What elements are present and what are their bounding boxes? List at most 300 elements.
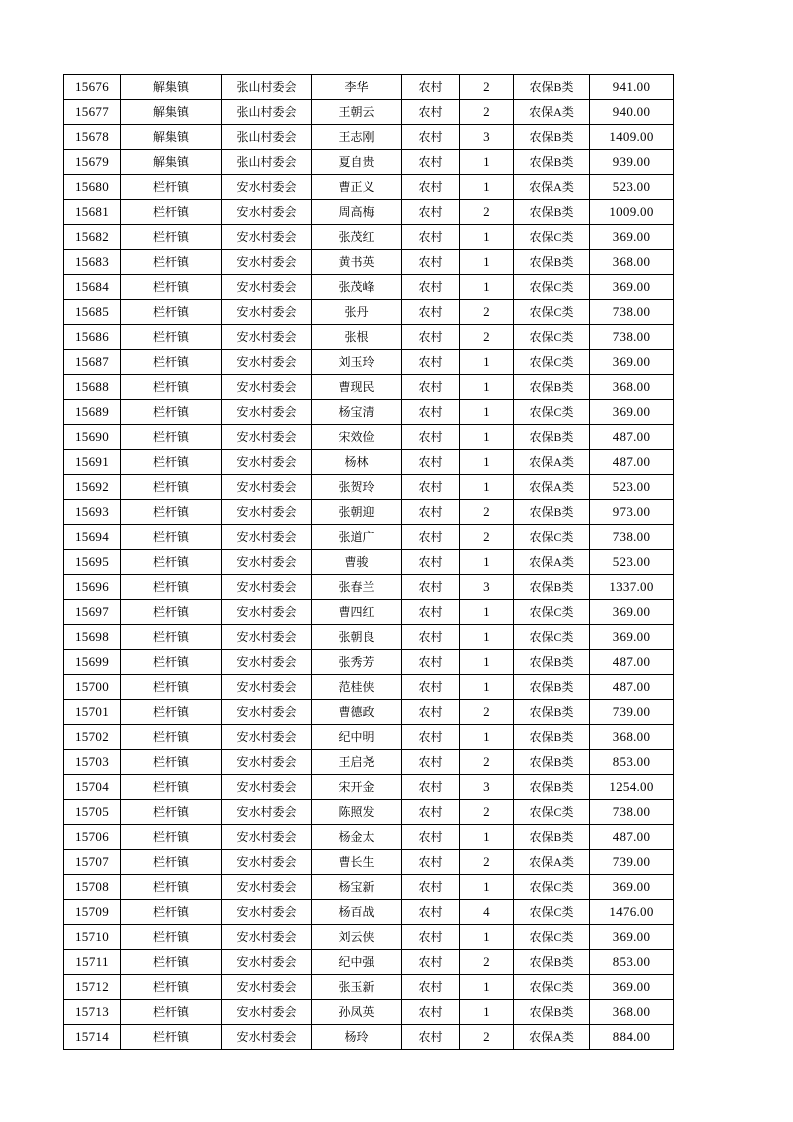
- cell-insurance-category: 农保B类: [514, 200, 590, 225]
- cell-person-name: 杨金太: [312, 825, 402, 850]
- cell-residence-type: 农村: [402, 175, 460, 200]
- cell-person-name: 周高梅: [312, 200, 402, 225]
- cell-town: 栏杆镇: [121, 550, 222, 575]
- table-row: [64, 800, 674, 825]
- cell-insurance-category: 农保B类: [514, 675, 590, 700]
- cell-insurance-category: 农保C类: [514, 275, 590, 300]
- cell-town: 栏杆镇: [121, 350, 222, 375]
- cell-residence-type: 农村: [402, 825, 460, 850]
- cell-village-committee: 张山村委会: [222, 125, 312, 150]
- cell-person-count: 1: [460, 975, 514, 1000]
- cell-town: 栏杆镇: [121, 650, 222, 675]
- cell-person-name: 王启尧: [312, 750, 402, 775]
- cell-amount: 1337.00: [590, 575, 674, 600]
- cell-person-name: 孙凤英: [312, 1000, 402, 1025]
- cell-serial-number: 15688: [64, 375, 121, 400]
- cell-village-committee: 安水村委会: [222, 1000, 312, 1025]
- cell-town: 栏杆镇: [121, 975, 222, 1000]
- cell-person-count: 1: [460, 600, 514, 625]
- cell-serial-number: 15700: [64, 675, 121, 700]
- table-row: [64, 1025, 674, 1050]
- cell-village-committee: 安水村委会: [222, 1025, 312, 1050]
- cell-town: 栏杆镇: [121, 1025, 222, 1050]
- cell-town: 栏杆镇: [121, 700, 222, 725]
- cell-village-committee: 安水村委会: [222, 525, 312, 550]
- cell-residence-type: 农村: [402, 275, 460, 300]
- cell-town: 栏杆镇: [121, 425, 222, 450]
- table-row: [64, 975, 674, 1000]
- cell-residence-type: 农村: [402, 725, 460, 750]
- cell-village-committee: 张山村委会: [222, 75, 312, 100]
- cell-insurance-category: 农保B类: [514, 75, 590, 100]
- table-body: [64, 75, 674, 1050]
- cell-insurance-category: 农保A类: [514, 850, 590, 875]
- cell-amount: 738.00: [590, 325, 674, 350]
- cell-town: 栏杆镇: [121, 850, 222, 875]
- cell-amount: 487.00: [590, 450, 674, 475]
- cell-insurance-category: 农保B类: [514, 1000, 590, 1025]
- cell-residence-type: 农村: [402, 250, 460, 275]
- cell-village-committee: 安水村委会: [222, 725, 312, 750]
- cell-person-name: 曹正义: [312, 175, 402, 200]
- cell-person-name: 夏自贵: [312, 150, 402, 175]
- cell-village-committee: 安水村委会: [222, 675, 312, 700]
- cell-amount: 739.00: [590, 850, 674, 875]
- cell-person-name: 范桂侠: [312, 675, 402, 700]
- table-row: [64, 550, 674, 575]
- cell-amount: 973.00: [590, 500, 674, 525]
- cell-serial-number: 15693: [64, 500, 121, 525]
- cell-person-count: 3: [460, 125, 514, 150]
- cell-insurance-category: 农保C类: [514, 225, 590, 250]
- cell-amount: 369.00: [590, 400, 674, 425]
- cell-serial-number: 15680: [64, 175, 121, 200]
- cell-person-count: 1: [460, 375, 514, 400]
- cell-person-count: 1: [460, 925, 514, 950]
- cell-person-count: 2: [460, 800, 514, 825]
- cell-village-committee: 安水村委会: [222, 900, 312, 925]
- cell-residence-type: 农村: [402, 150, 460, 175]
- cell-village-committee: 安水村委会: [222, 325, 312, 350]
- cell-residence-type: 农村: [402, 300, 460, 325]
- cell-person-name: 宋效俭: [312, 425, 402, 450]
- cell-amount: 487.00: [590, 425, 674, 450]
- cell-person-count: 2: [460, 850, 514, 875]
- cell-person-name: 陈照发: [312, 800, 402, 825]
- cell-insurance-category: 农保B类: [514, 250, 590, 275]
- cell-insurance-category: 农保B类: [514, 825, 590, 850]
- cell-serial-number: 15678: [64, 125, 121, 150]
- cell-person-name: 曹德政: [312, 700, 402, 725]
- cell-person-count: 2: [460, 525, 514, 550]
- cell-person-count: 1: [460, 825, 514, 850]
- table-row: [64, 775, 674, 800]
- cell-serial-number: 15701: [64, 700, 121, 725]
- table-row: [64, 375, 674, 400]
- table-row: [64, 950, 674, 975]
- table-row: [64, 825, 674, 850]
- cell-person-count: 1: [460, 450, 514, 475]
- cell-person-name: 刘玉玲: [312, 350, 402, 375]
- cell-person-name: 张秀芳: [312, 650, 402, 675]
- cell-town: 栏杆镇: [121, 875, 222, 900]
- cell-insurance-category: 农保A类: [514, 1025, 590, 1050]
- cell-village-committee: 安水村委会: [222, 800, 312, 825]
- table-row: [64, 325, 674, 350]
- table-row: [64, 725, 674, 750]
- cell-insurance-category: 农保B类: [514, 650, 590, 675]
- cell-residence-type: 农村: [402, 850, 460, 875]
- cell-town: 栏杆镇: [121, 450, 222, 475]
- table-row: [64, 475, 674, 500]
- cell-person-name: 杨宝新: [312, 875, 402, 900]
- cell-insurance-category: 农保B类: [514, 750, 590, 775]
- cell-town: 解集镇: [121, 150, 222, 175]
- cell-village-committee: 安水村委会: [222, 625, 312, 650]
- cell-person-name: 曹骏: [312, 550, 402, 575]
- cell-village-committee: 安水村委会: [222, 950, 312, 975]
- cell-person-count: 1: [460, 175, 514, 200]
- cell-person-name: 李华: [312, 75, 402, 100]
- cell-person-count: 2: [460, 75, 514, 100]
- cell-residence-type: 农村: [402, 200, 460, 225]
- cell-insurance-category: 农保A类: [514, 550, 590, 575]
- cell-amount: 738.00: [590, 300, 674, 325]
- cell-residence-type: 农村: [402, 500, 460, 525]
- cell-insurance-category: 农保B类: [514, 700, 590, 725]
- cell-residence-type: 农村: [402, 550, 460, 575]
- cell-village-committee: 安水村委会: [222, 250, 312, 275]
- cell-residence-type: 农村: [402, 75, 460, 100]
- table-row: [64, 75, 674, 100]
- cell-residence-type: 农村: [402, 700, 460, 725]
- cell-serial-number: 15710: [64, 925, 121, 950]
- cell-person-count: 1: [460, 650, 514, 675]
- cell-person-name: 张根: [312, 325, 402, 350]
- cell-insurance-category: 农保B类: [514, 575, 590, 600]
- cell-person-count: 2: [460, 500, 514, 525]
- cell-village-committee: 安水村委会: [222, 875, 312, 900]
- cell-serial-number: 15677: [64, 100, 121, 125]
- cell-serial-number: 15707: [64, 850, 121, 875]
- cell-residence-type: 农村: [402, 1000, 460, 1025]
- cell-serial-number: 15702: [64, 725, 121, 750]
- cell-insurance-category: 农保B类: [514, 425, 590, 450]
- cell-insurance-category: 农保A类: [514, 175, 590, 200]
- cell-insurance-category: 农保C类: [514, 300, 590, 325]
- cell-residence-type: 农村: [402, 225, 460, 250]
- cell-village-committee: 安水村委会: [222, 550, 312, 575]
- cell-serial-number: 15689: [64, 400, 121, 425]
- table-row: [64, 450, 674, 475]
- cell-residence-type: 农村: [402, 425, 460, 450]
- cell-village-committee: 安水村委会: [222, 425, 312, 450]
- cell-person-name: 宋开金: [312, 775, 402, 800]
- cell-residence-type: 农村: [402, 375, 460, 400]
- cell-person-count: 2: [460, 750, 514, 775]
- cell-amount: 369.00: [590, 275, 674, 300]
- cell-person-count: 3: [460, 575, 514, 600]
- cell-person-count: 2: [460, 950, 514, 975]
- table-row: [64, 250, 674, 275]
- cell-insurance-category: 农保A类: [514, 100, 590, 125]
- table-row: [64, 300, 674, 325]
- cell-amount: 1409.00: [590, 125, 674, 150]
- cell-person-name: 曹长生: [312, 850, 402, 875]
- cell-person-count: 1: [460, 350, 514, 375]
- cell-person-name: 张道广: [312, 525, 402, 550]
- cell-amount: 487.00: [590, 825, 674, 850]
- cell-person-count: 1: [460, 725, 514, 750]
- cell-serial-number: 15691: [64, 450, 121, 475]
- cell-town: 栏杆镇: [121, 275, 222, 300]
- cell-town: 栏杆镇: [121, 1000, 222, 1025]
- cell-serial-number: 15676: [64, 75, 121, 100]
- cell-person-name: 曹现民: [312, 375, 402, 400]
- cell-insurance-category: 农保C类: [514, 625, 590, 650]
- cell-person-name: 张茂峰: [312, 275, 402, 300]
- cell-village-committee: 安水村委会: [222, 400, 312, 425]
- cell-amount: 1476.00: [590, 900, 674, 925]
- cell-amount: 487.00: [590, 675, 674, 700]
- cell-person-count: 1: [460, 1000, 514, 1025]
- cell-town: 栏杆镇: [121, 175, 222, 200]
- cell-village-committee: 安水村委会: [222, 225, 312, 250]
- cell-serial-number: 15698: [64, 625, 121, 650]
- cell-person-name: 纪中强: [312, 950, 402, 975]
- table-row: [64, 1000, 674, 1025]
- cell-amount: 884.00: [590, 1025, 674, 1050]
- cell-amount: 369.00: [590, 925, 674, 950]
- cell-residence-type: 农村: [402, 350, 460, 375]
- cell-residence-type: 农村: [402, 975, 460, 1000]
- table-row: [64, 925, 674, 950]
- cell-insurance-category: 农保B类: [514, 125, 590, 150]
- cell-person-count: 1: [460, 625, 514, 650]
- cell-amount: 369.00: [590, 975, 674, 1000]
- cell-village-committee: 安水村委会: [222, 975, 312, 1000]
- cell-serial-number: 15679: [64, 150, 121, 175]
- cell-town: 栏杆镇: [121, 775, 222, 800]
- table-row: [64, 575, 674, 600]
- cell-serial-number: 15695: [64, 550, 121, 575]
- cell-person-count: 1: [460, 225, 514, 250]
- cell-person-name: 张贺玲: [312, 475, 402, 500]
- cell-insurance-category: 农保B类: [514, 950, 590, 975]
- cell-amount: 523.00: [590, 550, 674, 575]
- cell-town: 栏杆镇: [121, 200, 222, 225]
- cell-residence-type: 农村: [402, 525, 460, 550]
- cell-town: 栏杆镇: [121, 600, 222, 625]
- cell-serial-number: 15685: [64, 300, 121, 325]
- cell-person-count: 1: [460, 150, 514, 175]
- table-row: [64, 400, 674, 425]
- cell-village-committee: 安水村委会: [222, 500, 312, 525]
- cell-town: 解集镇: [121, 75, 222, 100]
- cell-person-name: 杨宝清: [312, 400, 402, 425]
- cell-amount: 853.00: [590, 950, 674, 975]
- cell-serial-number: 15708: [64, 875, 121, 900]
- cell-town: 栏杆镇: [121, 575, 222, 600]
- cell-amount: 739.00: [590, 700, 674, 725]
- cell-residence-type: 农村: [402, 1025, 460, 1050]
- cell-town: 栏杆镇: [121, 675, 222, 700]
- cell-serial-number: 15697: [64, 600, 121, 625]
- cell-insurance-category: 农保C类: [514, 600, 590, 625]
- cell-insurance-category: 农保B类: [514, 150, 590, 175]
- cell-residence-type: 农村: [402, 625, 460, 650]
- cell-serial-number: 15705: [64, 800, 121, 825]
- cell-village-committee: 安水村委会: [222, 775, 312, 800]
- cell-person-name: 黄书英: [312, 250, 402, 275]
- cell-amount: 939.00: [590, 150, 674, 175]
- cell-serial-number: 15683: [64, 250, 121, 275]
- table-row: [64, 900, 674, 925]
- table-row: [64, 225, 674, 250]
- table-row: [64, 875, 674, 900]
- cell-town: 栏杆镇: [121, 250, 222, 275]
- cell-town: 解集镇: [121, 100, 222, 125]
- cell-residence-type: 农村: [402, 400, 460, 425]
- cell-serial-number: 15694: [64, 525, 121, 550]
- cell-village-committee: 安水村委会: [222, 175, 312, 200]
- cell-town: 栏杆镇: [121, 750, 222, 775]
- cell-residence-type: 农村: [402, 650, 460, 675]
- cell-town: 栏杆镇: [121, 325, 222, 350]
- cell-town: 栏杆镇: [121, 800, 222, 825]
- cell-person-count: 2: [460, 1025, 514, 1050]
- table-row: [64, 625, 674, 650]
- cell-amount: 368.00: [590, 250, 674, 275]
- cell-insurance-category: 农保C类: [514, 800, 590, 825]
- cell-village-committee: 安水村委会: [222, 925, 312, 950]
- cell-village-committee: 安水村委会: [222, 450, 312, 475]
- cell-village-committee: 安水村委会: [222, 275, 312, 300]
- cell-person-name: 曹四红: [312, 600, 402, 625]
- cell-person-count: 1: [460, 475, 514, 500]
- cell-insurance-category: 农保C类: [514, 400, 590, 425]
- cell-village-committee: 张山村委会: [222, 100, 312, 125]
- cell-town: 栏杆镇: [121, 925, 222, 950]
- table-row: [64, 525, 674, 550]
- cell-town: 栏杆镇: [121, 525, 222, 550]
- cell-person-count: 2: [460, 700, 514, 725]
- cell-person-name: 张朝良: [312, 625, 402, 650]
- cell-residence-type: 农村: [402, 575, 460, 600]
- cell-amount: 738.00: [590, 800, 674, 825]
- cell-village-committee: 张山村委会: [222, 150, 312, 175]
- cell-residence-type: 农村: [402, 600, 460, 625]
- cell-insurance-category: 农保A类: [514, 475, 590, 500]
- cell-town: 栏杆镇: [121, 725, 222, 750]
- cell-residence-type: 农村: [402, 475, 460, 500]
- cell-amount: 369.00: [590, 625, 674, 650]
- cell-serial-number: 15711: [64, 950, 121, 975]
- cell-insurance-category: 农保C类: [514, 325, 590, 350]
- cell-residence-type: 农村: [402, 875, 460, 900]
- table-row: [64, 150, 674, 175]
- cell-village-committee: 安水村委会: [222, 300, 312, 325]
- cell-village-committee: 安水村委会: [222, 825, 312, 850]
- cell-residence-type: 农村: [402, 675, 460, 700]
- cell-residence-type: 农村: [402, 900, 460, 925]
- cell-person-count: 1: [460, 550, 514, 575]
- cell-insurance-category: 农保C类: [514, 925, 590, 950]
- cell-village-committee: 安水村委会: [222, 600, 312, 625]
- table-row: [64, 700, 674, 725]
- cell-residence-type: 农村: [402, 125, 460, 150]
- table-row: [64, 100, 674, 125]
- cell-serial-number: 15687: [64, 350, 121, 375]
- table-row: [64, 600, 674, 625]
- cell-serial-number: 15696: [64, 575, 121, 600]
- cell-village-committee: 安水村委会: [222, 700, 312, 725]
- table-row: [64, 850, 674, 875]
- cell-amount: 853.00: [590, 750, 674, 775]
- table-row: [64, 650, 674, 675]
- cell-residence-type: 农村: [402, 775, 460, 800]
- cell-insurance-category: 农保B类: [514, 375, 590, 400]
- table-row: [64, 675, 674, 700]
- cell-serial-number: 15690: [64, 425, 121, 450]
- cell-insurance-category: 农保C类: [514, 525, 590, 550]
- cell-residence-type: 农村: [402, 450, 460, 475]
- cell-town: 栏杆镇: [121, 475, 222, 500]
- cell-person-name: 杨林: [312, 450, 402, 475]
- cell-person-name: 张丹: [312, 300, 402, 325]
- cell-residence-type: 农村: [402, 950, 460, 975]
- cell-village-committee: 安水村委会: [222, 850, 312, 875]
- cell-insurance-category: 农保B类: [514, 500, 590, 525]
- cell-serial-number: 15712: [64, 975, 121, 1000]
- cell-serial-number: 15703: [64, 750, 121, 775]
- cell-serial-number: 15713: [64, 1000, 121, 1025]
- cell-town: 解集镇: [121, 125, 222, 150]
- cell-insurance-category: 农保C类: [514, 350, 590, 375]
- cell-residence-type: 农村: [402, 750, 460, 775]
- table-row: [64, 275, 674, 300]
- cell-amount: 368.00: [590, 375, 674, 400]
- cell-village-committee: 安水村委会: [222, 475, 312, 500]
- cell-person-name: 王志刚: [312, 125, 402, 150]
- cell-residence-type: 农村: [402, 325, 460, 350]
- cell-village-committee: 安水村委会: [222, 575, 312, 600]
- cell-insurance-category: 农保C类: [514, 900, 590, 925]
- cell-village-committee: 安水村委会: [222, 350, 312, 375]
- cell-residence-type: 农村: [402, 925, 460, 950]
- cell-amount: 369.00: [590, 225, 674, 250]
- cell-serial-number: 15681: [64, 200, 121, 225]
- cell-village-committee: 安水村委会: [222, 200, 312, 225]
- cell-amount: 369.00: [590, 600, 674, 625]
- cell-amount: 941.00: [590, 75, 674, 100]
- cell-amount: 368.00: [590, 1000, 674, 1025]
- cell-residence-type: 农村: [402, 100, 460, 125]
- table-row: [64, 750, 674, 775]
- cell-person-name: 杨百战: [312, 900, 402, 925]
- cell-person-name: 张朝迎: [312, 500, 402, 525]
- cell-amount: 368.00: [590, 725, 674, 750]
- cell-person-count: 1: [460, 675, 514, 700]
- cell-person-count: 2: [460, 100, 514, 125]
- cell-town: 栏杆镇: [121, 625, 222, 650]
- table-row: [64, 200, 674, 225]
- cell-person-name: 张茂红: [312, 225, 402, 250]
- cell-serial-number: 15686: [64, 325, 121, 350]
- cell-amount: 1254.00: [590, 775, 674, 800]
- cell-insurance-category: 农保C类: [514, 975, 590, 1000]
- cell-person-name: 纪中明: [312, 725, 402, 750]
